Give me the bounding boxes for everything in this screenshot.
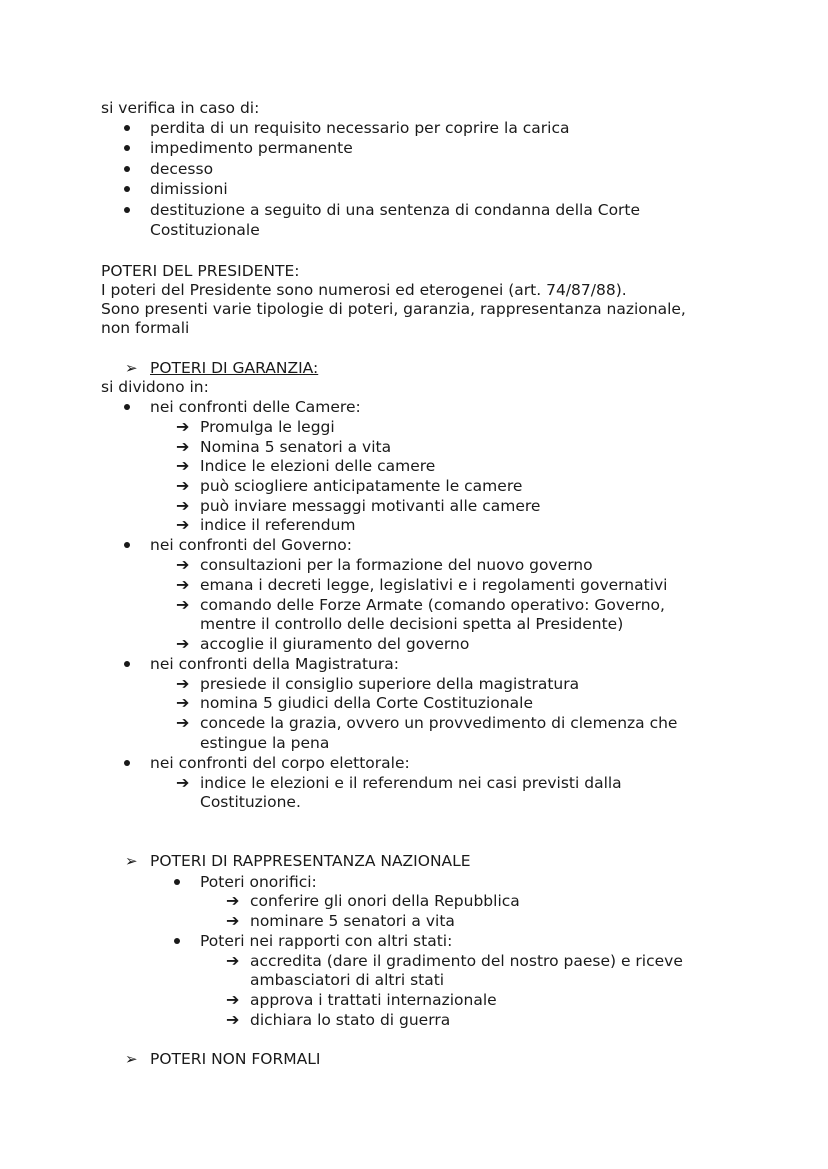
onorifici-item: conferire gli onori della Repubblica: [250, 892, 520, 910]
governo-item-cont: mentre il controllo delle decisioni spetta al Presidente): [200, 615, 624, 633]
paragraph: Sono presenti varie tipologie di poteri, garanzia, rappresentanza nazionale,: [101, 300, 686, 318]
elettorale-label: nei confronti del corpo elettorale:: [150, 754, 410, 772]
arrow-icon: ➔: [176, 773, 190, 792]
magistratura-item: nomina 5 giudici della Corte Costituzionale: [200, 694, 534, 712]
bullet: [174, 938, 180, 944]
bullet: [124, 145, 130, 151]
elettorale-item: indice le elezioni e il referendum nei casi previsti dalla: [200, 774, 622, 792]
arrow-icon: ➔: [176, 437, 190, 456]
arrow-icon: ➔: [226, 990, 240, 1009]
bullet: [124, 186, 130, 192]
onorifici-item: nominare 5 senatori a vita: [250, 912, 455, 930]
arrow-icon: ➔: [226, 951, 240, 970]
stati-label: Poteri nei rapporti con altri stati:: [200, 932, 453, 950]
intro-lead: si verifica in caso di:: [101, 99, 260, 117]
stati-item: accredita (dare il gradimento del nostro paese) e riceve: [250, 952, 683, 970]
camere-label: nei confronti delle Camere:: [150, 398, 361, 416]
bullet: [124, 760, 130, 766]
magistratura-item: presiede il consiglio superiore della magistratura: [200, 675, 580, 693]
governo-item: emana i decreti legge, legislativi e i regolamenti governativi: [200, 576, 668, 594]
rappresentanza-title: POTERI DI RAPPRESENTANZA NAZIONALE: [150, 852, 471, 870]
triangle-bullet-icon: ➢: [125, 359, 138, 377]
intro-bullet: impedimento permanente: [150, 139, 353, 157]
garanzia-lead: si dividono in:: [101, 378, 209, 396]
stati-item: approva i trattati internazionale: [250, 991, 497, 1009]
arrow-icon: ➔: [176, 417, 190, 436]
magistratura-label: nei confronti della Magistratura:: [150, 655, 399, 673]
stati-item: dichiara lo stato di guerra: [250, 1011, 451, 1029]
intro-bullet: perdita di un requisito necessario per coprire la carica: [150, 119, 570, 137]
arrow-icon: ➔: [226, 911, 240, 930]
onorifici-label: Poteri onorifici:: [200, 873, 317, 891]
arrow-icon: ➔: [176, 555, 190, 574]
governo-item: accoglie il giuramento del governo: [200, 635, 470, 653]
magistratura-item: concede la grazia, ovvero un provvedimento di clemenza che: [200, 714, 678, 732]
bullet: [174, 879, 180, 885]
arrow-icon: ➔: [176, 634, 190, 653]
intro-bullet-cont: Costituzionale: [150, 221, 260, 239]
bullet: [124, 166, 130, 172]
section-heading: POTERI DEL PRESIDENTE:: [101, 262, 300, 280]
camere-item: indice il referendum: [200, 516, 356, 534]
governo-item: comando delle Forze Armate (comando operativo: Governo,: [200, 596, 665, 614]
camere-item: Promulga le leggi: [200, 418, 335, 436]
camere-item: Indice le elezioni delle camere: [200, 457, 436, 475]
arrow-icon: ➔: [226, 891, 240, 910]
governo-item: consultazioni per la formazione del nuovo governo: [200, 556, 593, 574]
arrow-icon: ➔: [176, 713, 190, 732]
governo-label: nei confronti del Governo:: [150, 536, 352, 554]
arrow-icon: ➔: [176, 515, 190, 534]
camere-item: può sciogliere anticipatamente le camere: [200, 477, 523, 495]
arrow-icon: ➔: [176, 674, 190, 693]
elettorale-item-cont: Costituzione.: [200, 793, 301, 811]
bullet: [124, 542, 130, 548]
intro-bullet: dimissioni: [150, 180, 228, 198]
bullet: [124, 125, 130, 131]
bullet: [124, 404, 130, 410]
paragraph: I poteri del Presidente sono numerosi ed eterogenei (art. 74/87/88).: [101, 281, 627, 299]
paragraph: non formali: [101, 319, 190, 337]
arrow-icon: ➔: [176, 693, 190, 712]
arrow-icon: ➔: [176, 575, 190, 594]
arrow-icon: ➔: [176, 496, 190, 515]
bullet: [124, 661, 130, 667]
magistratura-item-cont: estingue la pena: [200, 734, 330, 752]
stati-item-cont: ambasciatori di altri stati: [250, 971, 445, 989]
arrow-icon: ➔: [226, 1010, 240, 1029]
triangle-bullet-icon: ➢: [125, 852, 138, 870]
arrow-icon: ➔: [176, 456, 190, 475]
intro-bullet: destituzione a seguito di una sentenza di condanna della Corte: [150, 201, 641, 219]
triangle-bullet-icon: ➢: [125, 1050, 138, 1068]
arrow-icon: ➔: [176, 595, 190, 614]
camere-item: può inviare messaggi motivanti alle camere: [200, 497, 541, 515]
arrow-icon: ➔: [176, 476, 190, 495]
non-formali-title: POTERI NON FORMALI: [150, 1050, 321, 1068]
camere-item: Nomina 5 senatori a vita: [200, 438, 392, 456]
bullet: [124, 207, 130, 213]
garanzia-title: POTERI DI GARANZIA:: [150, 359, 319, 377]
intro-bullet: decesso: [150, 160, 214, 178]
